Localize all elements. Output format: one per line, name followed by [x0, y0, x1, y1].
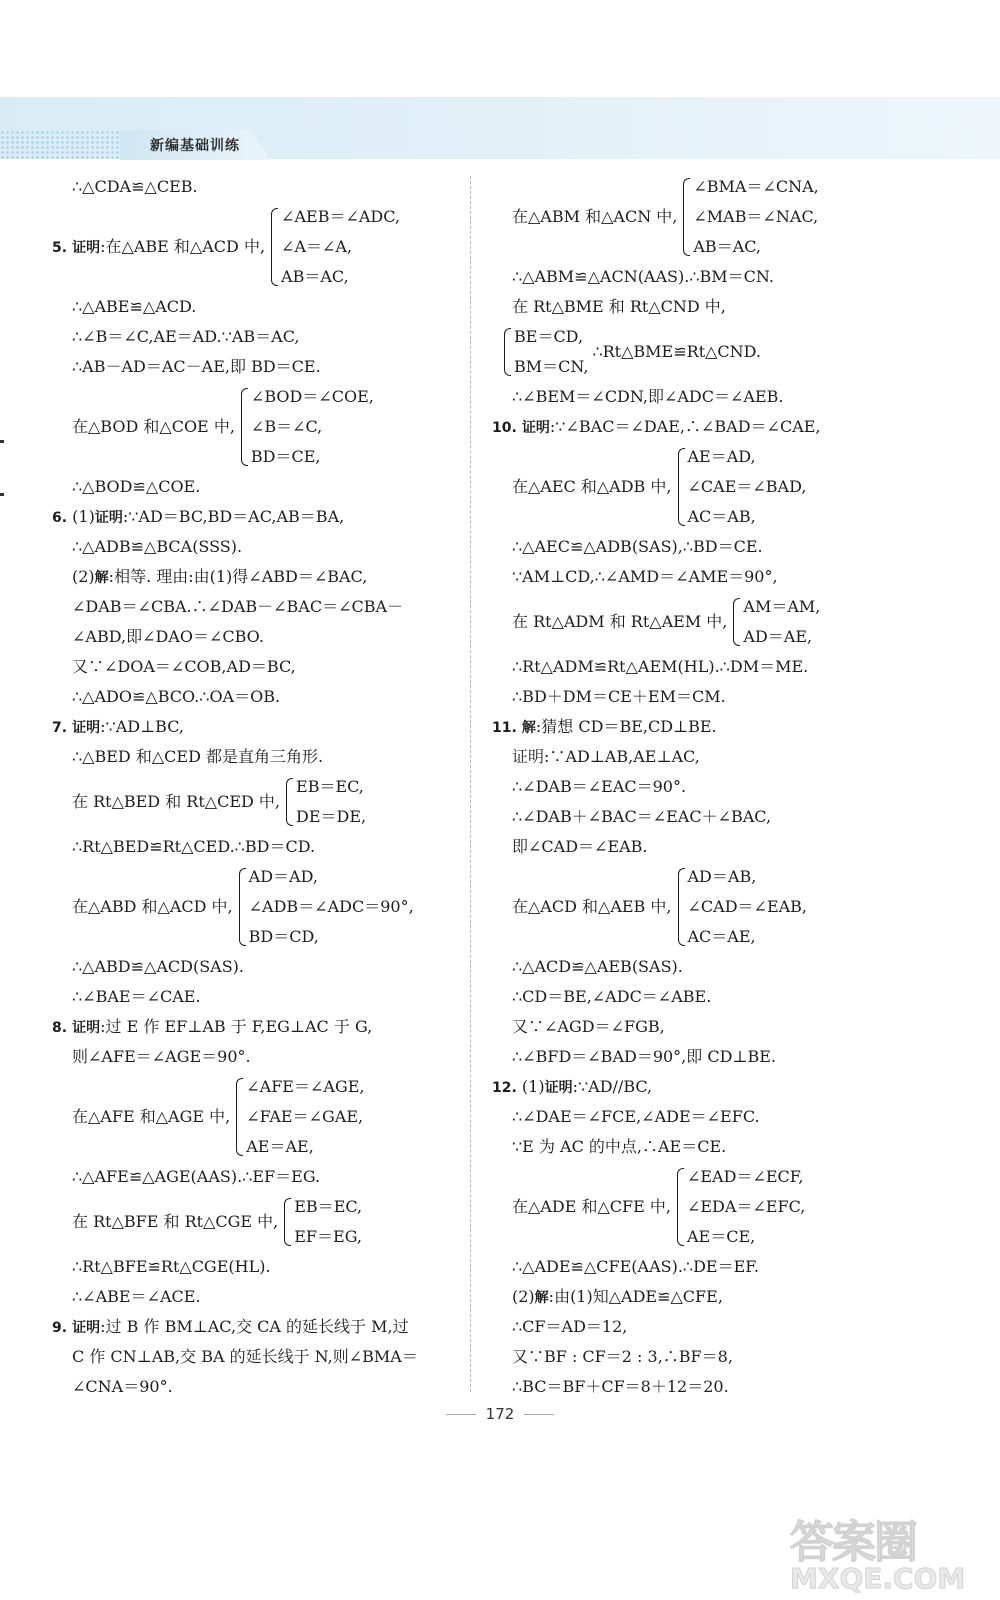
- keyword: 证明: [72, 1020, 101, 1036]
- problem-number: 8.: [52, 1020, 68, 1036]
- text-line: 则∠AFE＝∠AGE＝90°.: [72, 1047, 251, 1066]
- text-line: ∴CD＝BE,∠ADC＝∠ABE.: [512, 987, 712, 1006]
- text: :过 E 作 EF⊥AB 于 F,EG⊥AC 于 G,: [100, 1017, 373, 1036]
- keyword: 证明: [72, 1320, 101, 1336]
- equation: AE＝AD,: [687, 447, 756, 466]
- right-column: [492, 172, 912, 1402]
- equation: ∠AEB＝∠ADC,: [281, 207, 400, 226]
- text-line: C 作 CN⊥AB,交 BA 的延长线于 N,则∠BMA＝: [72, 1347, 418, 1366]
- equation-system: [681, 172, 818, 262]
- text-line: ∴Rt△ADM≌Rt△AEM(HL).∴DM＝ME.: [512, 657, 809, 676]
- problem-number: 9.: [52, 1320, 68, 1336]
- text-line: 又∵∠DOA＝∠COB,AD＝BC,: [72, 657, 296, 676]
- equation: ∠MAB＝∠NAC,: [693, 207, 819, 226]
- problem-8-header: [52, 1012, 457, 1042]
- margin-mark: [0, 493, 4, 496]
- equation: ∠BMA＝∠CNA,: [693, 177, 819, 196]
- text-line: ∴∠B＝∠C,AE＝AD.∵AB＝AC,: [72, 327, 300, 346]
- text: :过 B 作 BM⊥AC,交 CA 的延长线于 M,过: [100, 1317, 409, 1336]
- page-number-text: 172: [485, 1405, 515, 1423]
- text: 在 Rt△BED 和 Rt△CED 中,: [72, 792, 281, 811]
- keyword: 解: [521, 720, 536, 736]
- text: 在 Rt△BFE 和 Rt△CGE 中,: [72, 1212, 279, 1231]
- problem-7b-system: [52, 772, 457, 832]
- equation: ∠EAD＝∠ECF,: [686, 1167, 804, 1186]
- equation: AB＝AC,: [693, 237, 762, 256]
- equation-system: [731, 592, 820, 652]
- equation: ∠A＝∠A,: [281, 237, 353, 256]
- column-divider: [470, 176, 471, 1392]
- text: ∴Rt△BME≌Rt△CND.: [592, 342, 762, 361]
- equation-system: [502, 322, 588, 382]
- text: :∵∠BAC＝∠DAE,∴∠BAD＝∠CAE,: [549, 417, 821, 436]
- text-line: ∴∠DAB＝∠EAC＝90°.: [512, 777, 687, 796]
- problem-number: 6.: [52, 510, 68, 526]
- text-line: [492, 1282, 912, 1312]
- text-line: ∴AB－AD＝AC－AE,即 BD＝CE.: [72, 357, 321, 376]
- problem-number: 10.: [492, 420, 517, 436]
- problem-11-header: [492, 712, 912, 742]
- text-line: 证明:∵AD⊥AB,AE⊥AC,: [512, 747, 700, 766]
- text-line: ∴∠DAB＋∠BAC＝∠EAC＋∠BAC,: [512, 807, 772, 826]
- text-line: ∴△ADB≌△BCA(SSS).: [72, 537, 243, 556]
- text: :由(1)知△ADE≌△CFE,: [548, 1287, 723, 1306]
- equation: ∠ADB＝∠ADC＝90°,: [248, 897, 414, 916]
- equation-system: [269, 202, 400, 292]
- equation-system: [239, 382, 374, 472]
- text-line: ∴△AEC≌△ADB(SAS),∴BD＝CE.: [512, 537, 763, 556]
- equation: BD＝CE,: [250, 447, 321, 466]
- text-line: ∠DAB＝∠CBA.∴∠DAB－∠BAC＝∠CBA－: [72, 597, 404, 616]
- problem-7c-system: [52, 862, 457, 952]
- page-number: [0, 1405, 1000, 1423]
- keyword: 证明: [521, 420, 550, 436]
- keyword: 解: [534, 1290, 549, 1306]
- problem-9-header: [52, 1312, 457, 1342]
- keyword: 证明: [544, 1080, 573, 1096]
- equation: ∠B＝∠C,: [250, 417, 323, 436]
- text: :猜想 CD＝BE,CD⊥BE.: [535, 717, 717, 736]
- text: 在△AEC 和△ADB 中,: [512, 477, 672, 496]
- text-line: ∴CF＝AD＝12,: [512, 1317, 628, 1336]
- text-line: ∴△ACD≌△AEB(SAS).: [512, 957, 683, 976]
- text-line: ∴BD＋DM＝CE＋EM＝CM.: [512, 687, 726, 706]
- problem-5b-system: [52, 382, 457, 472]
- watermark-top: 答案圈: [790, 1517, 916, 1568]
- equation: ∠CAD＝∠EAB,: [687, 897, 808, 916]
- keyword: 证明: [72, 239, 101, 256]
- equation: AD＝AB,: [687, 867, 757, 886]
- problem-12-header: [492, 1072, 912, 1102]
- equation: AD＝AD,: [248, 867, 318, 886]
- keyword: 解: [94, 570, 109, 586]
- sub-label: (2): [512, 1287, 535, 1306]
- text-line: ∴∠BEM＝∠CDN,即∠ADC＝∠AEB.: [512, 387, 784, 406]
- equation: AD＝AE,: [743, 627, 813, 646]
- equation: AC＝AE,: [687, 927, 756, 946]
- text: :相等. 理由:由(1)得∠ABD＝∠BAC,: [108, 567, 368, 586]
- problem-6-header: [52, 502, 457, 532]
- equation: EB＝EC,: [294, 1197, 363, 1216]
- problem-9b-system: [492, 172, 912, 262]
- problem-5-system: [52, 202, 457, 292]
- text: 在△ACD 和△AEB 中,: [512, 897, 672, 916]
- text-line: ∵E 为 AC 的中点,∴AE＝CE.: [512, 1137, 727, 1156]
- text: :∵AD⊥BC,: [100, 717, 184, 736]
- equation: DE＝DE,: [296, 807, 367, 826]
- text-line: ∴△ABM≌△ACN(AAS).∴BM＝CN.: [512, 267, 774, 286]
- equation: EF＝EG,: [294, 1227, 363, 1246]
- equation: AC＝AB,: [687, 507, 756, 526]
- problem-number: 11.: [492, 720, 517, 736]
- text-line: ∴△BOD≌△COE.: [72, 477, 201, 496]
- problem-7-header: [52, 712, 457, 742]
- text: :∵AD//BC,: [572, 1077, 653, 1096]
- text-line: ∴△BED 和△CED 都是直角三角形.: [72, 747, 324, 766]
- keyword: 证明: [72, 720, 101, 736]
- text-line: 又∵∠AGD＝∠FGB,: [512, 1017, 665, 1036]
- text-line: 即∠CAD＝∠EAB.: [512, 837, 648, 856]
- keyword: 证明: [94, 510, 123, 526]
- text-line: ∴∠ABE＝∠ACE.: [72, 1287, 201, 1306]
- left-column: [52, 172, 457, 1402]
- equation: ∠AFE＝∠AGE,: [246, 1077, 365, 1096]
- text: :在△ABE 和△ACD 中,: [100, 236, 266, 256]
- watermark-logo: [790, 1506, 970, 1595]
- text-line: ∴BC＝BF＋CF＝8＋12＝20.: [512, 1377, 729, 1396]
- problem-8c-system: [52, 1192, 457, 1252]
- equation-system: [282, 1192, 362, 1252]
- equation: AE＝AE,: [246, 1137, 314, 1156]
- equation-system: [234, 1072, 364, 1162]
- text: 在△AFE 和△AGE 中,: [72, 1107, 231, 1126]
- text-line: 在 Rt△BME 和 Rt△CND 中,: [512, 297, 726, 316]
- text: 在△ADE 和△CFE 中,: [512, 1197, 671, 1216]
- equation: AE＝CE,: [686, 1227, 756, 1246]
- problem-8b-system: [52, 1072, 457, 1162]
- text-line: ∠CNA＝90°.: [72, 1377, 173, 1396]
- text-line: [52, 562, 457, 592]
- sub-label: (1): [72, 507, 95, 526]
- text-line: ∴△ABD≌△ACD(SAS).: [72, 957, 245, 976]
- equation: EB＝EC,: [296, 777, 364, 796]
- equation: AM＝AM,: [743, 597, 821, 616]
- problem-number: 7.: [52, 720, 68, 736]
- text-line: ∴∠BFD＝∠BAD＝90°,即 CD⊥BE.: [512, 1047, 776, 1066]
- sub-label: (1): [521, 1077, 545, 1096]
- equation: ∠FAE＝∠GAE,: [246, 1107, 364, 1126]
- text-line: ∠ABD,即∠DAO＝∠CBO.: [72, 627, 264, 646]
- watermark-bottom: MXQE.COM: [790, 1562, 966, 1595]
- equation-system: [284, 772, 366, 832]
- problem-9c-system: [478, 322, 912, 382]
- equation-system: [676, 862, 808, 952]
- text-line: ∴Rt△BFE≌Rt△CGE(HL).: [72, 1257, 271, 1276]
- equation-system: [676, 442, 807, 532]
- text-line: ∴∠DAE＝∠FCE,∠ADE＝∠EFC.: [512, 1107, 760, 1126]
- equation: BE＝CD,: [514, 327, 584, 346]
- equation: ∠BOD＝∠COE,: [250, 387, 374, 406]
- problem-12b-system: [492, 1162, 912, 1252]
- equation-system: [237, 862, 414, 952]
- text-line: ∴∠BAE＝∠CAE.: [72, 987, 201, 1006]
- text: 在△ABM 和△ACN 中,: [512, 207, 678, 226]
- text-line: ∴△ADO≌△BCO.∴OA＝OB.: [72, 687, 281, 706]
- equation: ∠CAE＝∠BAD,: [687, 477, 807, 496]
- text: 在 Rt△ADM 和 Rt△AEM 中,: [512, 612, 728, 631]
- equation-system: [675, 1162, 805, 1252]
- problem-number: 5.: [52, 239, 68, 256]
- text: :∵AD＝BC,BD＝AC,AB＝BA,: [122, 507, 345, 526]
- problem-10b-system: [492, 442, 912, 532]
- equation: ∠EDA＝∠EFC,: [686, 1197, 806, 1216]
- equation: AB＝AC,: [281, 267, 349, 286]
- text-line: ∴△ADE≌△CFE(AAS).∴DE＝EF.: [512, 1257, 759, 1276]
- text-line: ∴△AFE≌△AGE(AAS).∴EF＝EG.: [72, 1167, 321, 1186]
- equation: BM＝CN,: [514, 357, 589, 376]
- text-line: ∵AM⊥CD,∴∠AMD＝∠AME＝90°,: [512, 567, 778, 586]
- text-line: ∴△ABE≌△ACD.: [72, 297, 197, 316]
- header-title: 新编基础训练: [150, 138, 240, 154]
- text-line: ∴△CDA≌△CEB.: [72, 177, 198, 196]
- header-dot-pattern: [0, 130, 140, 160]
- equation: BD＝CD,: [248, 927, 319, 946]
- margin-mark: [0, 440, 4, 443]
- problem-10-header: [492, 412, 912, 442]
- text-line: 又∵BF : CF＝2 : 3,∴BF＝8,: [512, 1347, 733, 1366]
- problem-10c-system: [492, 592, 912, 652]
- text: 在△ABD 和△ACD 中,: [72, 897, 233, 916]
- text: 在△BOD 和△COE 中,: [72, 417, 235, 436]
- sub-label: (2): [72, 567, 95, 586]
- text-line: ∴Rt△BED≌Rt△CED.∴BD＝CD.: [72, 837, 316, 856]
- problem-11b-system: [492, 862, 912, 952]
- problem-number: 12.: [492, 1080, 517, 1096]
